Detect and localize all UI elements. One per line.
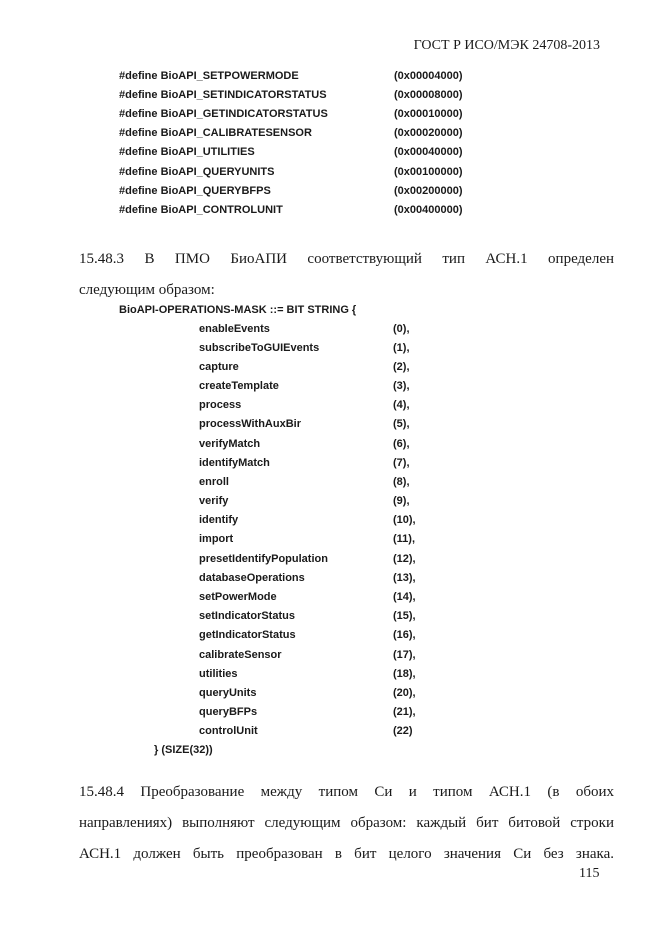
paragraph-15-48-4 <box>79 785 614 878</box>
define-row <box>119 89 499 108</box>
paragraph-line: следующим образом: <box>79 282 215 298</box>
member-name: calibrateSensor <box>199 649 282 661</box>
paragraph-line: АСН.1 должен быть преобразован в бит целого значения Си без знака. <box>79 846 614 862</box>
member-index: (20), <box>393 687 416 699</box>
member-index: (7), <box>393 457 410 469</box>
member-index: (18), <box>393 668 416 680</box>
member-index: (6), <box>393 438 410 450</box>
member-name: identifyMatch <box>199 457 270 469</box>
define-name: #define BioAPI_QUERYBFPS <box>119 185 271 197</box>
paragraph-line: 15.48.4 Преобразование между типом Си и типом АСН.1 (в обоих <box>79 784 614 800</box>
member-index: (21), <box>393 706 416 718</box>
member-name: identify <box>199 514 239 526</box>
define-value: (0x00008000) <box>394 89 463 101</box>
paragraph-line: направлениях) выполняют следующим образом: каждый бит битовой строки <box>79 815 614 831</box>
asn-member <box>199 380 439 399</box>
define-name: #define BioAPI_CALIBRATESENSOR <box>119 127 312 139</box>
page-number: 115 <box>579 866 600 881</box>
member-index: (13), <box>393 572 416 584</box>
member-name: verify <box>199 495 229 507</box>
asn-member <box>199 476 439 495</box>
member-name: queryUnits <box>199 687 257 699</box>
member-name: setIndicatorStatus <box>199 610 295 622</box>
define-value: (0x00200000) <box>394 185 463 197</box>
member-index: (1), <box>393 342 410 354</box>
asn-member <box>199 342 439 361</box>
define-value: (0x00400000) <box>394 204 463 216</box>
define-value: (0x00040000) <box>394 146 463 158</box>
member-index: (4), <box>393 399 410 411</box>
define-value: (0x00010000) <box>394 108 463 120</box>
member-name: createTemplate <box>199 380 279 392</box>
asn-member <box>199 572 439 591</box>
member-name: databaseOperations <box>199 572 305 584</box>
asn-member <box>199 361 439 380</box>
asn-member <box>199 668 439 687</box>
define-value: (0x00004000) <box>394 70 463 82</box>
asn-member <box>199 399 439 418</box>
member-name: import <box>199 533 234 545</box>
asn-member <box>199 323 439 342</box>
member-index: (15), <box>393 610 416 622</box>
asn-member <box>199 418 439 437</box>
asn-member <box>199 591 439 610</box>
member-name: capture <box>199 361 239 373</box>
define-name: #define BioAPI_GETINDICATORSTATUS <box>119 108 328 120</box>
define-name: #define BioAPI_QUERYUNITS <box>119 166 275 178</box>
asn-member <box>199 457 439 476</box>
member-name: setPowerMode <box>199 591 277 603</box>
member-name: getIndicatorStatus <box>199 629 296 641</box>
asn-member <box>199 438 439 457</box>
member-index: (5), <box>393 418 410 430</box>
member-name: subscribeToGUIEvents <box>199 342 320 354</box>
member-name: process <box>199 399 242 411</box>
asn-member <box>199 553 439 572</box>
asn-member <box>199 514 439 533</box>
member-name: enroll <box>199 476 229 488</box>
asn-definition-footer: } (SIZE(32)) <box>154 744 213 756</box>
define-value: (0x00020000) <box>394 127 463 139</box>
asn-member <box>199 495 439 514</box>
define-row <box>119 166 499 185</box>
member-index: (12), <box>393 553 416 565</box>
asn-definition-header: BioAPI-OPERATIONS-MASK ::= BIT STRING { <box>119 304 357 316</box>
define-name: #define BioAPI_CONTROLUNIT <box>119 204 283 216</box>
asn-member <box>199 725 439 744</box>
member-name: utilities <box>199 668 238 680</box>
define-row <box>119 146 499 165</box>
define-row <box>119 127 499 146</box>
member-index: (17), <box>393 649 416 661</box>
member-index: (8), <box>393 476 410 488</box>
member-index: (0), <box>393 323 410 335</box>
define-value: (0x00100000) <box>394 166 463 178</box>
define-name: #define BioAPI_SETPOWERMODE <box>119 70 299 82</box>
define-row <box>119 185 499 204</box>
member-index: (9), <box>393 495 410 507</box>
paragraph-line: 15.48.3 В ПМО БиоАПИ соответствующий тип АСН.1 определен <box>79 251 614 267</box>
member-index: (2), <box>393 361 410 373</box>
define-name: #define BioAPI_SETINDICATORSTATUS <box>119 89 327 101</box>
define-row <box>119 108 499 127</box>
member-index: (14), <box>393 591 416 603</box>
member-name: enableEvents <box>199 323 270 335</box>
define-row <box>119 70 499 89</box>
asn-member <box>199 610 439 629</box>
define-name: #define BioAPI_UTILITIES <box>119 146 255 158</box>
member-index: (3), <box>393 380 410 392</box>
member-index: (11), <box>393 533 416 545</box>
asn-member <box>199 629 439 648</box>
member-index: (22) <box>393 725 413 737</box>
define-row <box>119 204 499 223</box>
asn-member <box>199 649 439 668</box>
member-name: presetIdentifyPopulation <box>199 553 328 565</box>
member-name: processWithAuxBir <box>199 418 301 430</box>
document-header: ГОСТ Р ИСО/МЭК 24708-2013 <box>413 38 600 53</box>
member-name: controlUnit <box>199 725 258 737</box>
member-index: (16), <box>393 629 416 641</box>
asn-member <box>199 533 439 552</box>
member-name: verifyMatch <box>199 438 261 450</box>
member-index: (10), <box>393 514 416 526</box>
asn-member <box>199 687 439 706</box>
member-name: queryBFPs <box>199 706 258 718</box>
asn-member <box>199 706 439 725</box>
